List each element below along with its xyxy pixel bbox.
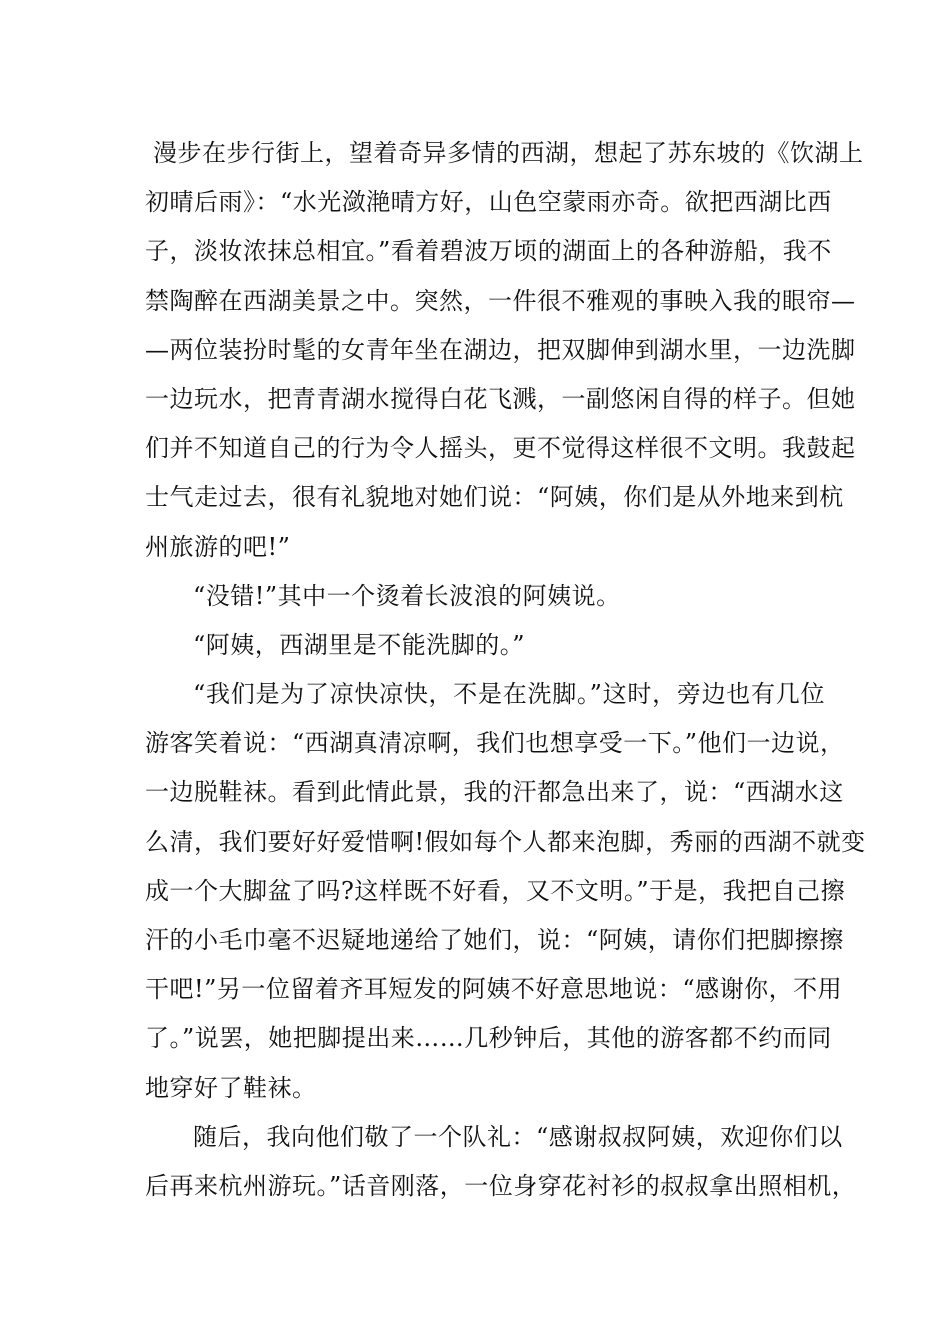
text-line: 游客笑着说：“西湖真清凉啊，我们也想享受一下。”他们一边说， [145, 729, 845, 758]
text-line: “没错!”其中一个烫着长波浪的阿姨说。 [193, 581, 621, 610]
text-line: 一边玩水，把青青湖水搅得白花飞溅，一副悠闲自得的样子。但她 [145, 384, 856, 413]
text-line: 汗的小毛巾毫不迟疑地递给了她们，说：“阿姨，请你们把脚擦擦 [145, 926, 844, 954]
document-body [145, 129, 866, 1211]
text-line: 漫步在步行街上，望着奇异多情的西湖，想起了苏东坡的《饮湖上 [153, 139, 864, 167]
text-line: 们并不知道自己的行为令人摇头，更不觉得这样很不文明。我鼓起 [145, 434, 856, 463]
text-line: “阿姨，西湖里是不能洗脚的。” [193, 630, 526, 659]
text-line: 州旅游的吧!” [145, 532, 291, 561]
text-line: 士气走过去，很有礼貌地对她们说：“阿姨，你们是从外地来到杭 [145, 483, 844, 512]
text-line: 初晴后雨》：“水光潋滟晴方好，山色空蒙雨亦奇。欲把西湖比西 [145, 188, 832, 217]
text-line: 干吧!”另一位留着齐耳短发的阿姨不好意思地说：“感谢你，不用 [145, 975, 843, 1004]
text-line: 成一个大脚盆了吗?这样既不好看，又不文明。”于是，我把自己擦 [145, 876, 846, 905]
text-line: 随后，我向他们敬了一个队礼：“感谢叔叔阿姨，欢迎你们以 [193, 1122, 843, 1151]
text-line: 后再来杭州游玩。”话音刚落，一位身穿花衬衫的叔叔拿出照相机， [145, 1171, 857, 1200]
text-line: 了。”说罢，她把脚提出来……几秒钟后，其他的游客都不约而同 [145, 1024, 832, 1053]
text-line: 子，淡妆浓抹总相宜。”看着碧波万顷的湖面上的各种游船，我不 [145, 237, 832, 266]
text-line: 一边脱鞋袜。看到此情此景，我的汗都急出来了，说：“西湖水这 [145, 778, 844, 807]
text-line: “我们是为了凉快凉快，不是在洗脚。”这时，旁边也有几位 [193, 680, 825, 709]
text-line: 禁陶醉在西湖美景之中。突然，一件很不雅观的事映入我的眼帘— [145, 286, 856, 315]
text-line: 么清，我们要好好爱惜啊!假如每个人都来泡脚，秀丽的西湖不就变 [145, 827, 866, 856]
text-line: —两位装扮时髦的女青年坐在湖边，把双脚伸到湖水里，一边洗脚 [145, 335, 856, 364]
text-line: 地穿好了鞋袜。 [145, 1073, 317, 1102]
